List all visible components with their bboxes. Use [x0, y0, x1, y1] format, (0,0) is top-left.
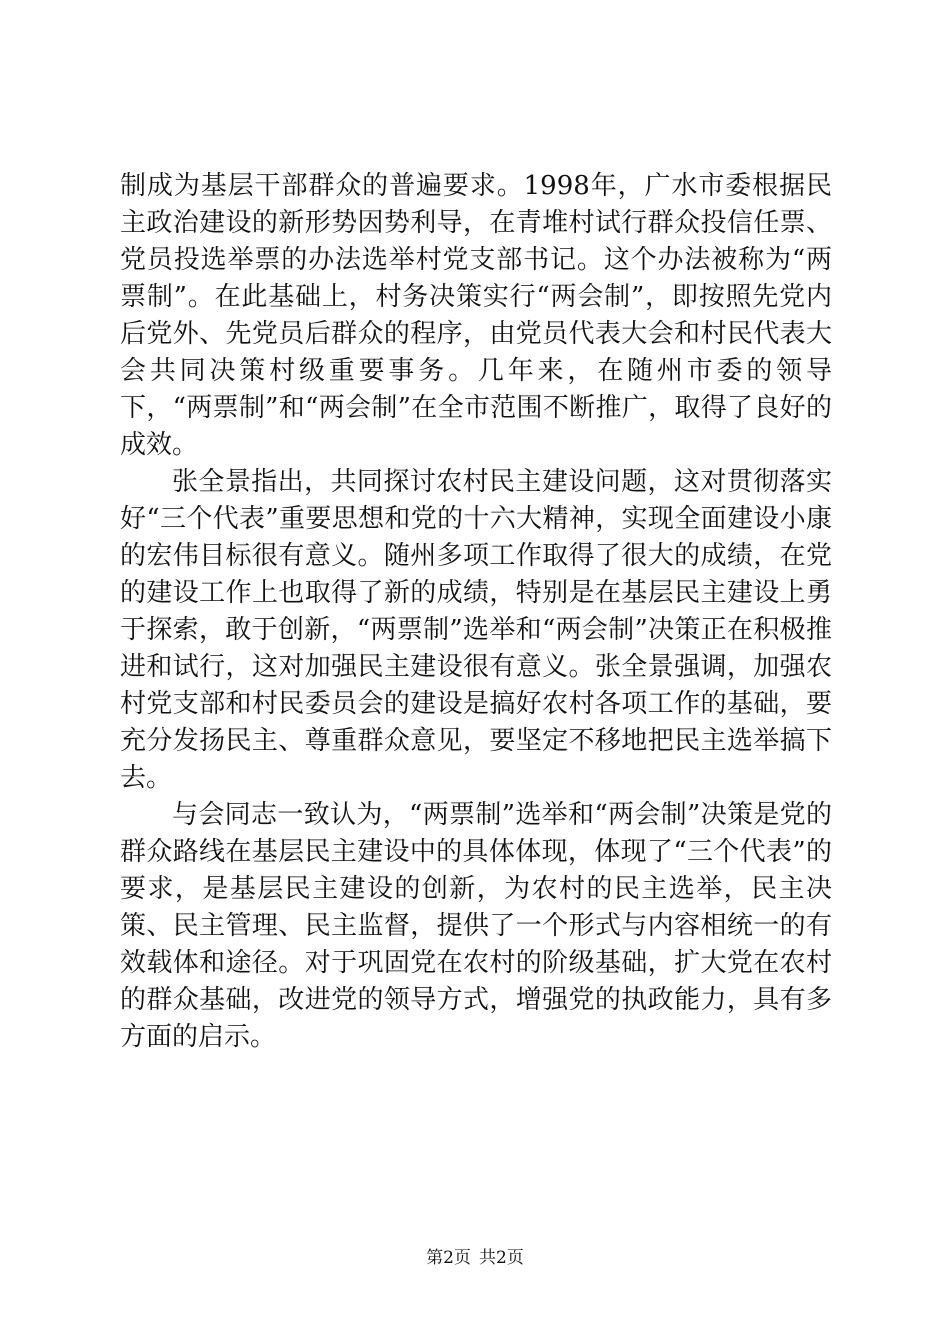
paragraph-3: 与会同志一致认为，“两票制”选举和“两会制”决策是党的群众路线在基层民主建设中的具体体现，体现了“三个代表”的要求，是基层民主建设的创新，为农村的民主选举，民主决策、民主管理、民主监督，提供了一个形式与内容相统一的有效载体和途径。对于巩固党在农村的阶级基础，扩大党在农村的群众基础，改进党的领导方式，增强党的执政能力，具有多方面的启示。: [120, 800, 832, 1052]
page-total: 共2页: [479, 1248, 524, 1268]
document-body: [120, 168, 832, 1056]
page-number: 第2页: [426, 1248, 471, 1268]
paragraph-2: 张全景指出，共同探讨农村民主建设问题，这对贯彻落实好“三个代表”重要思想和党的十六大精神，实现全面建设小康的宏伟目标很有意义。随州多项工作取得了很大的成绩，在党的建设工作上也取得了新的成绩，特别是在基层民主建设上勇于探索，敢于创新，“两票制”选举和“两会制”决策正在积极推进和试行，这对加强民主建设很有意义。张全景强调，加强农村党支部和村民委员会的建设是搞好农村各项工作的基础，要充分发扬民主、尊重群众意见，要坚定不移地把民主选举搞下去。: [120, 467, 832, 793]
paragraph-1: 制成为基层干部群众的普遍要求。1998年，广水市委根据民主政治建设的新形势因势利导，在青堆村试行群众投信任票、党员投选举票的办法选举村党支部书记。这个办法被称为“两票制”。在此基础上，村务决策实行“两会制”，即按照先党内后党外、先党员后群众的程序，由党员代表大会和村民代表大会共同决策村级重要事务。几年来，在随州市委的领导下，“两票制”和“两会制”在全市范围不断推广，取得了良好的成效。: [120, 171, 832, 460]
page-footer: [0, 1243, 950, 1268]
